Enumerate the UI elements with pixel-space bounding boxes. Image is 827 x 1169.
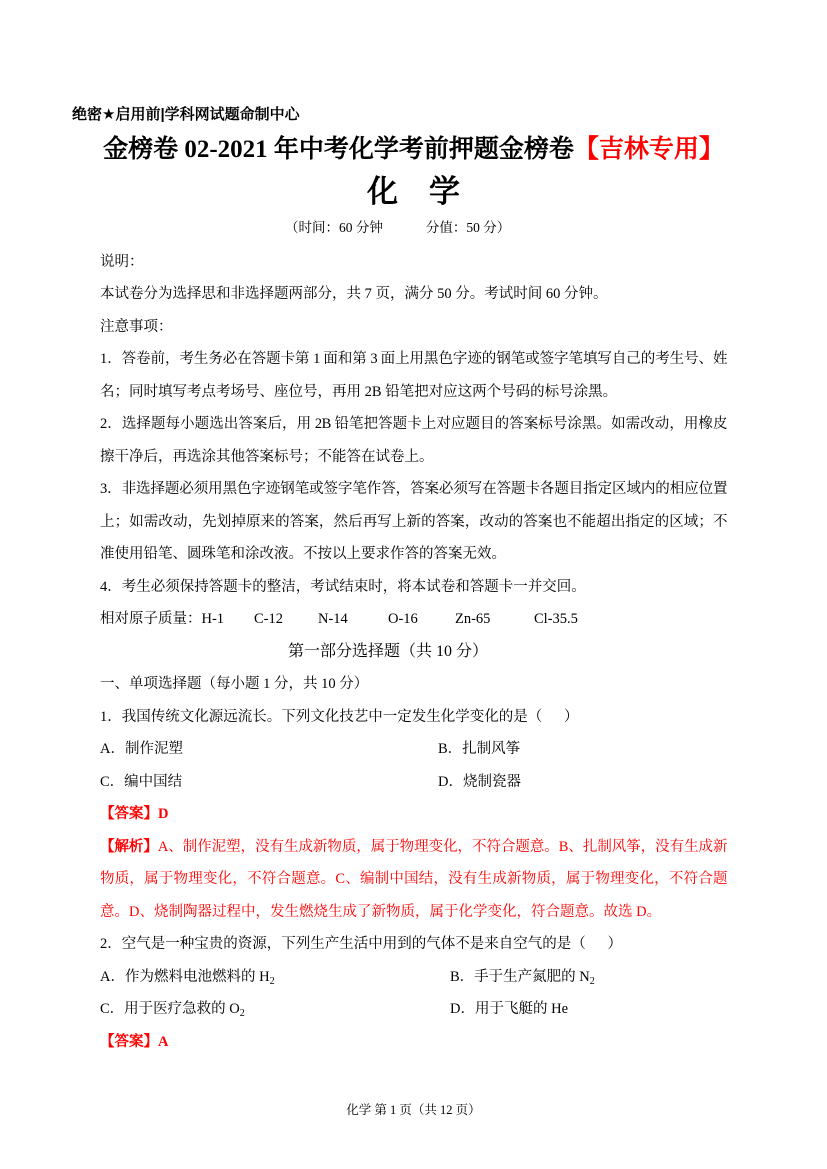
exam-title-main: 金榜卷 02-2021 年中考化学考前押题金榜卷 bbox=[103, 136, 574, 163]
question-1-options-row-2 bbox=[100, 766, 727, 799]
option-subscript: 2 bbox=[589, 975, 595, 987]
question-2-options-row-2 bbox=[100, 993, 727, 1026]
atomic-mass-n: N-14 bbox=[318, 611, 348, 628]
subject-title: 化 学 bbox=[367, 174, 460, 209]
question-2-option-b bbox=[450, 961, 595, 994]
atomic-mass-first bbox=[100, 603, 224, 636]
atomic-mass-cl: Cl-35.5 bbox=[534, 611, 578, 628]
question-2-option-c bbox=[100, 993, 245, 1026]
exam-time: （时间：60 分钟 bbox=[285, 220, 383, 235]
option-text: B．手于生产氮肥的 N bbox=[450, 968, 590, 985]
part-one-heading: 第一部分选择题（共 10 分） bbox=[288, 642, 489, 660]
question-2-stem: 2．空气是一种宝贵的资源，下列生产生活中用到的气体不是来自空气的是（ ） bbox=[100, 936, 622, 953]
question-1-option-b: B．扎制风筝 bbox=[438, 741, 521, 758]
option-text: C．用于医疗急救的 O bbox=[100, 1001, 240, 1018]
note-4-line-1: 4．考生必须保持答题卡的整洁，考试结束时，将本试卷和答题卡一并交回。 bbox=[100, 578, 586, 595]
question-1-explanation-line-1 bbox=[100, 831, 727, 864]
question-2-option-d: D．用于飞艇的 He bbox=[450, 1001, 569, 1018]
question-1-answer bbox=[100, 798, 727, 831]
atomic-masses-label: 相对原子质量： bbox=[100, 611, 202, 628]
question-1-option-d: D．烧制瓷器 bbox=[438, 773, 521, 790]
question-2-options-row-1 bbox=[100, 961, 727, 994]
atomic-mass-o: O-16 bbox=[388, 611, 418, 628]
section-heading: 一、单项选择题（每小题 1 分，共 10 分） bbox=[100, 676, 369, 693]
note-2-line-2: 擦干净后，再选涂其他答案标号；不能答在试卷上。 bbox=[100, 448, 434, 465]
answer-value: D bbox=[158, 806, 169, 823]
note-3-line-2: 上；如需改动，先划掉原来的答案，然后再写上新的答案，改动的答案也不能超出指定的区域；不 bbox=[100, 513, 727, 530]
atomic-masses-row bbox=[100, 603, 727, 636]
notes-heading: 注意事项： bbox=[100, 318, 173, 335]
question-2-option-a bbox=[100, 961, 275, 994]
exam-title bbox=[0, 134, 827, 166]
page-body bbox=[100, 246, 727, 1059]
answer-label: 【答案】 bbox=[100, 806, 158, 823]
question-1-option-c: C．编中国结 bbox=[100, 773, 183, 790]
answer-label: 【答案】 bbox=[100, 1033, 158, 1050]
explanation-text: A、制作泥塑，没有生成新物质，属于物理变化，不符合题意。B、扎制风筝，没有生成新 bbox=[157, 838, 728, 855]
question-2-answer bbox=[100, 1026, 727, 1059]
option-subscript: 2 bbox=[269, 975, 275, 987]
question-1-options-row-1 bbox=[100, 733, 727, 766]
exam-info bbox=[285, 218, 510, 238]
page-footer: 化学 第 1 页（共 12 页） bbox=[346, 1103, 481, 1117]
option-subscript: 2 bbox=[239, 1008, 245, 1020]
exam-title-region: 【吉林专用】 bbox=[573, 136, 724, 163]
instructions-text: 本试卷分为选择思和非选择题两部分，共 7 页，满分 50 分。考试时间 60 分钟。 bbox=[100, 286, 608, 303]
exam-score: 分值：50 分） bbox=[425, 220, 511, 235]
answer-value: A bbox=[158, 1033, 169, 1050]
atomic-mass-zn: Zn-65 bbox=[455, 611, 491, 628]
note-3-line-3: 准使用铅笔、圆珠笔和涂改液。不按以上要求作答的答案无效。 bbox=[100, 546, 506, 563]
question-1-option-a: A．制作泥塑 bbox=[100, 741, 183, 758]
option-text: A．作为燃料电池燃料的 H bbox=[100, 968, 270, 985]
explanation-label: 【解析】 bbox=[100, 838, 158, 855]
instructions-heading: 说明： bbox=[100, 253, 144, 270]
question-1-stem: 1．我国传统文化源远流长。下列文化技艺中一定发生化学变化的是（ ） bbox=[100, 708, 579, 725]
atomic-mass-c: C-12 bbox=[254, 611, 283, 628]
note-3-line-1: 3．非选择题必须用黑色字迹钢笔或签字笔作答，答案必须写在答题卡各题目指定区域内的相应位置 bbox=[100, 481, 727, 498]
note-1-line-1: 1．答卷前，考生务必在答题卡第 1 面和第 3 面上用黑色字迹的钢笔或签字笔填写自己的考生号、姓 bbox=[100, 351, 727, 368]
atomic-mass-h: H-1 bbox=[201, 611, 225, 628]
note-1-line-2: 名；同时填写考点考场号、座位号，再用 2B 铅笔把对应这两个号码的标号涂黑。 bbox=[100, 383, 618, 400]
question-1-explanation-line-3: 意。D、烧制陶器过程中，发生燃烧生成了新物质，属于化学变化，符合题意。故选 D。 bbox=[100, 903, 662, 920]
question-1-explanation-line-2: 物质，属于物理变化，不符合题意。C、编制中国结，没有生成新物质，属于物理变化，不符合题 bbox=[100, 871, 727, 888]
confidential-header-tag: 绝密★启用前|学科网试题命制中心 bbox=[72, 106, 300, 123]
note-2-line-1: 2．选择题每小题选出答案后，用 2B 铅笔把答题卡上对应题目的答案标号涂黑。如需改动，用橡皮 bbox=[100, 416, 727, 433]
